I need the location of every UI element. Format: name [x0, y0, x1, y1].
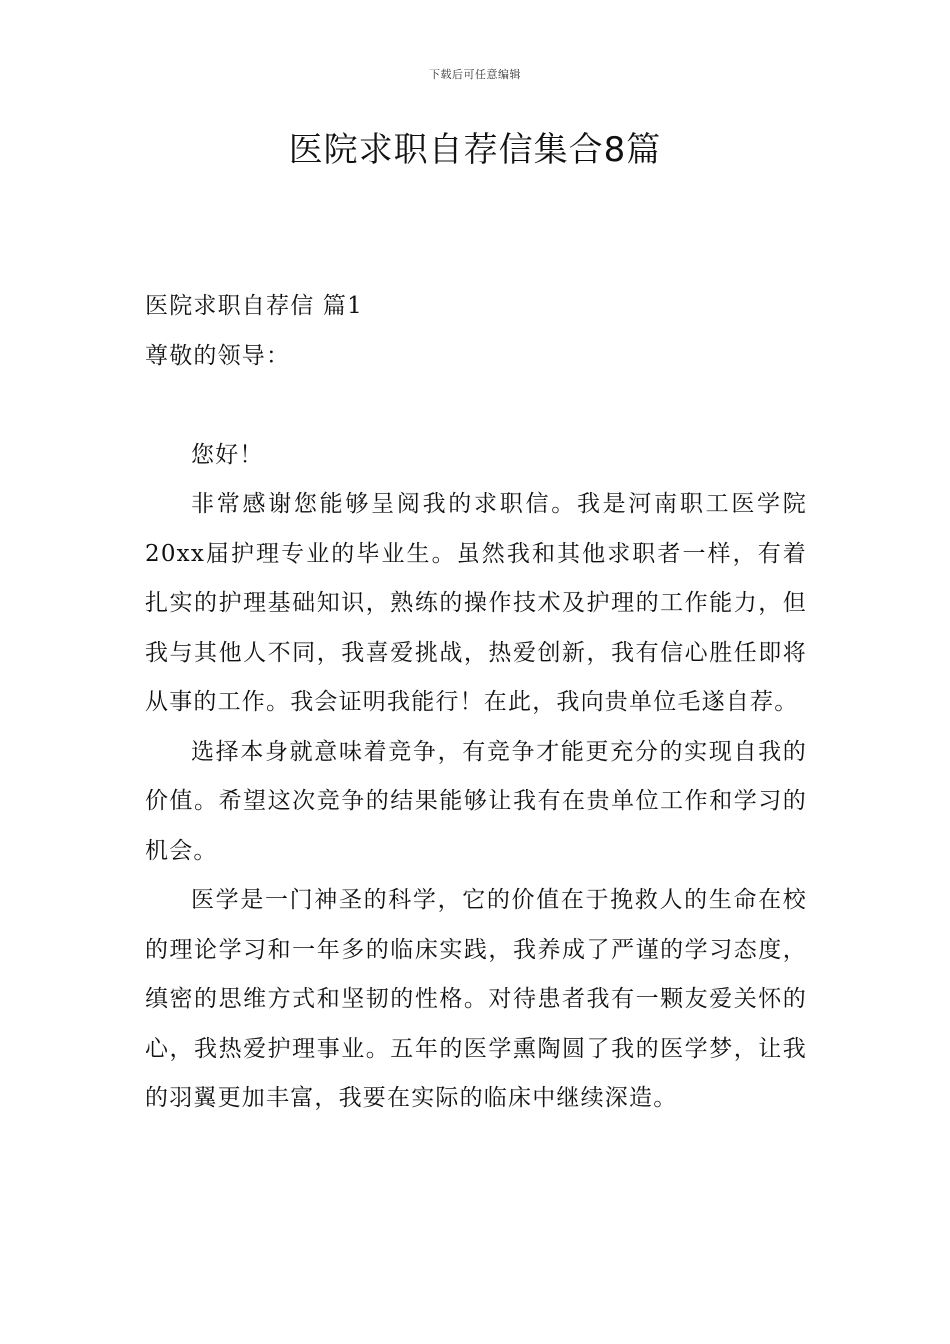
document-title: 医院求职自荐信集合8篇 [288, 130, 662, 170]
letter-body [145, 282, 807, 1124]
paragraph-1: 非常感谢您能够呈阅我的求职信。我是河南职工医学院20xx届护理专业的毕业生。虽然我和其他求职者一样，有着扎实的护理基础知识，熟练的操作技术及护理的工作能力，但我与其他人不同，我喜爱挑战，热爱创新，我有信心胜任即将从事的工作。我会证明我能行！在此，我向贵单位毛遂自荐。 [145, 491, 807, 715]
salutation: 尊敬的领导： [145, 342, 291, 369]
paragraph-2: 选择本身就意味着竞争，有竞争才能更充分的实现自我的价值。希望这次竞争的结果能够让我有在贵单位工作和学习的机会。 [145, 738, 807, 864]
greeting: 您好！ [191, 441, 264, 468]
blank-line [145, 381, 807, 431]
header-note: 下载后可任意编辑 [429, 68, 521, 81]
section-heading: 医院求职自荐信 篇1 [145, 293, 363, 319]
paragraph-3: 医学是一门神圣的科学，它的价值在于挽救人的生命在校的理论学习和一年多的临床实践，我养成了严谨的学习态度，缜密的思维方式和坚韧的性格。对待患者我有一颗友爱关怀的心，我热爱护理事业。五年的医学熏陶圆了我的医学梦，让我的羽翼更加丰富，我要在实际的临床中继续深造。 [145, 887, 807, 1111]
